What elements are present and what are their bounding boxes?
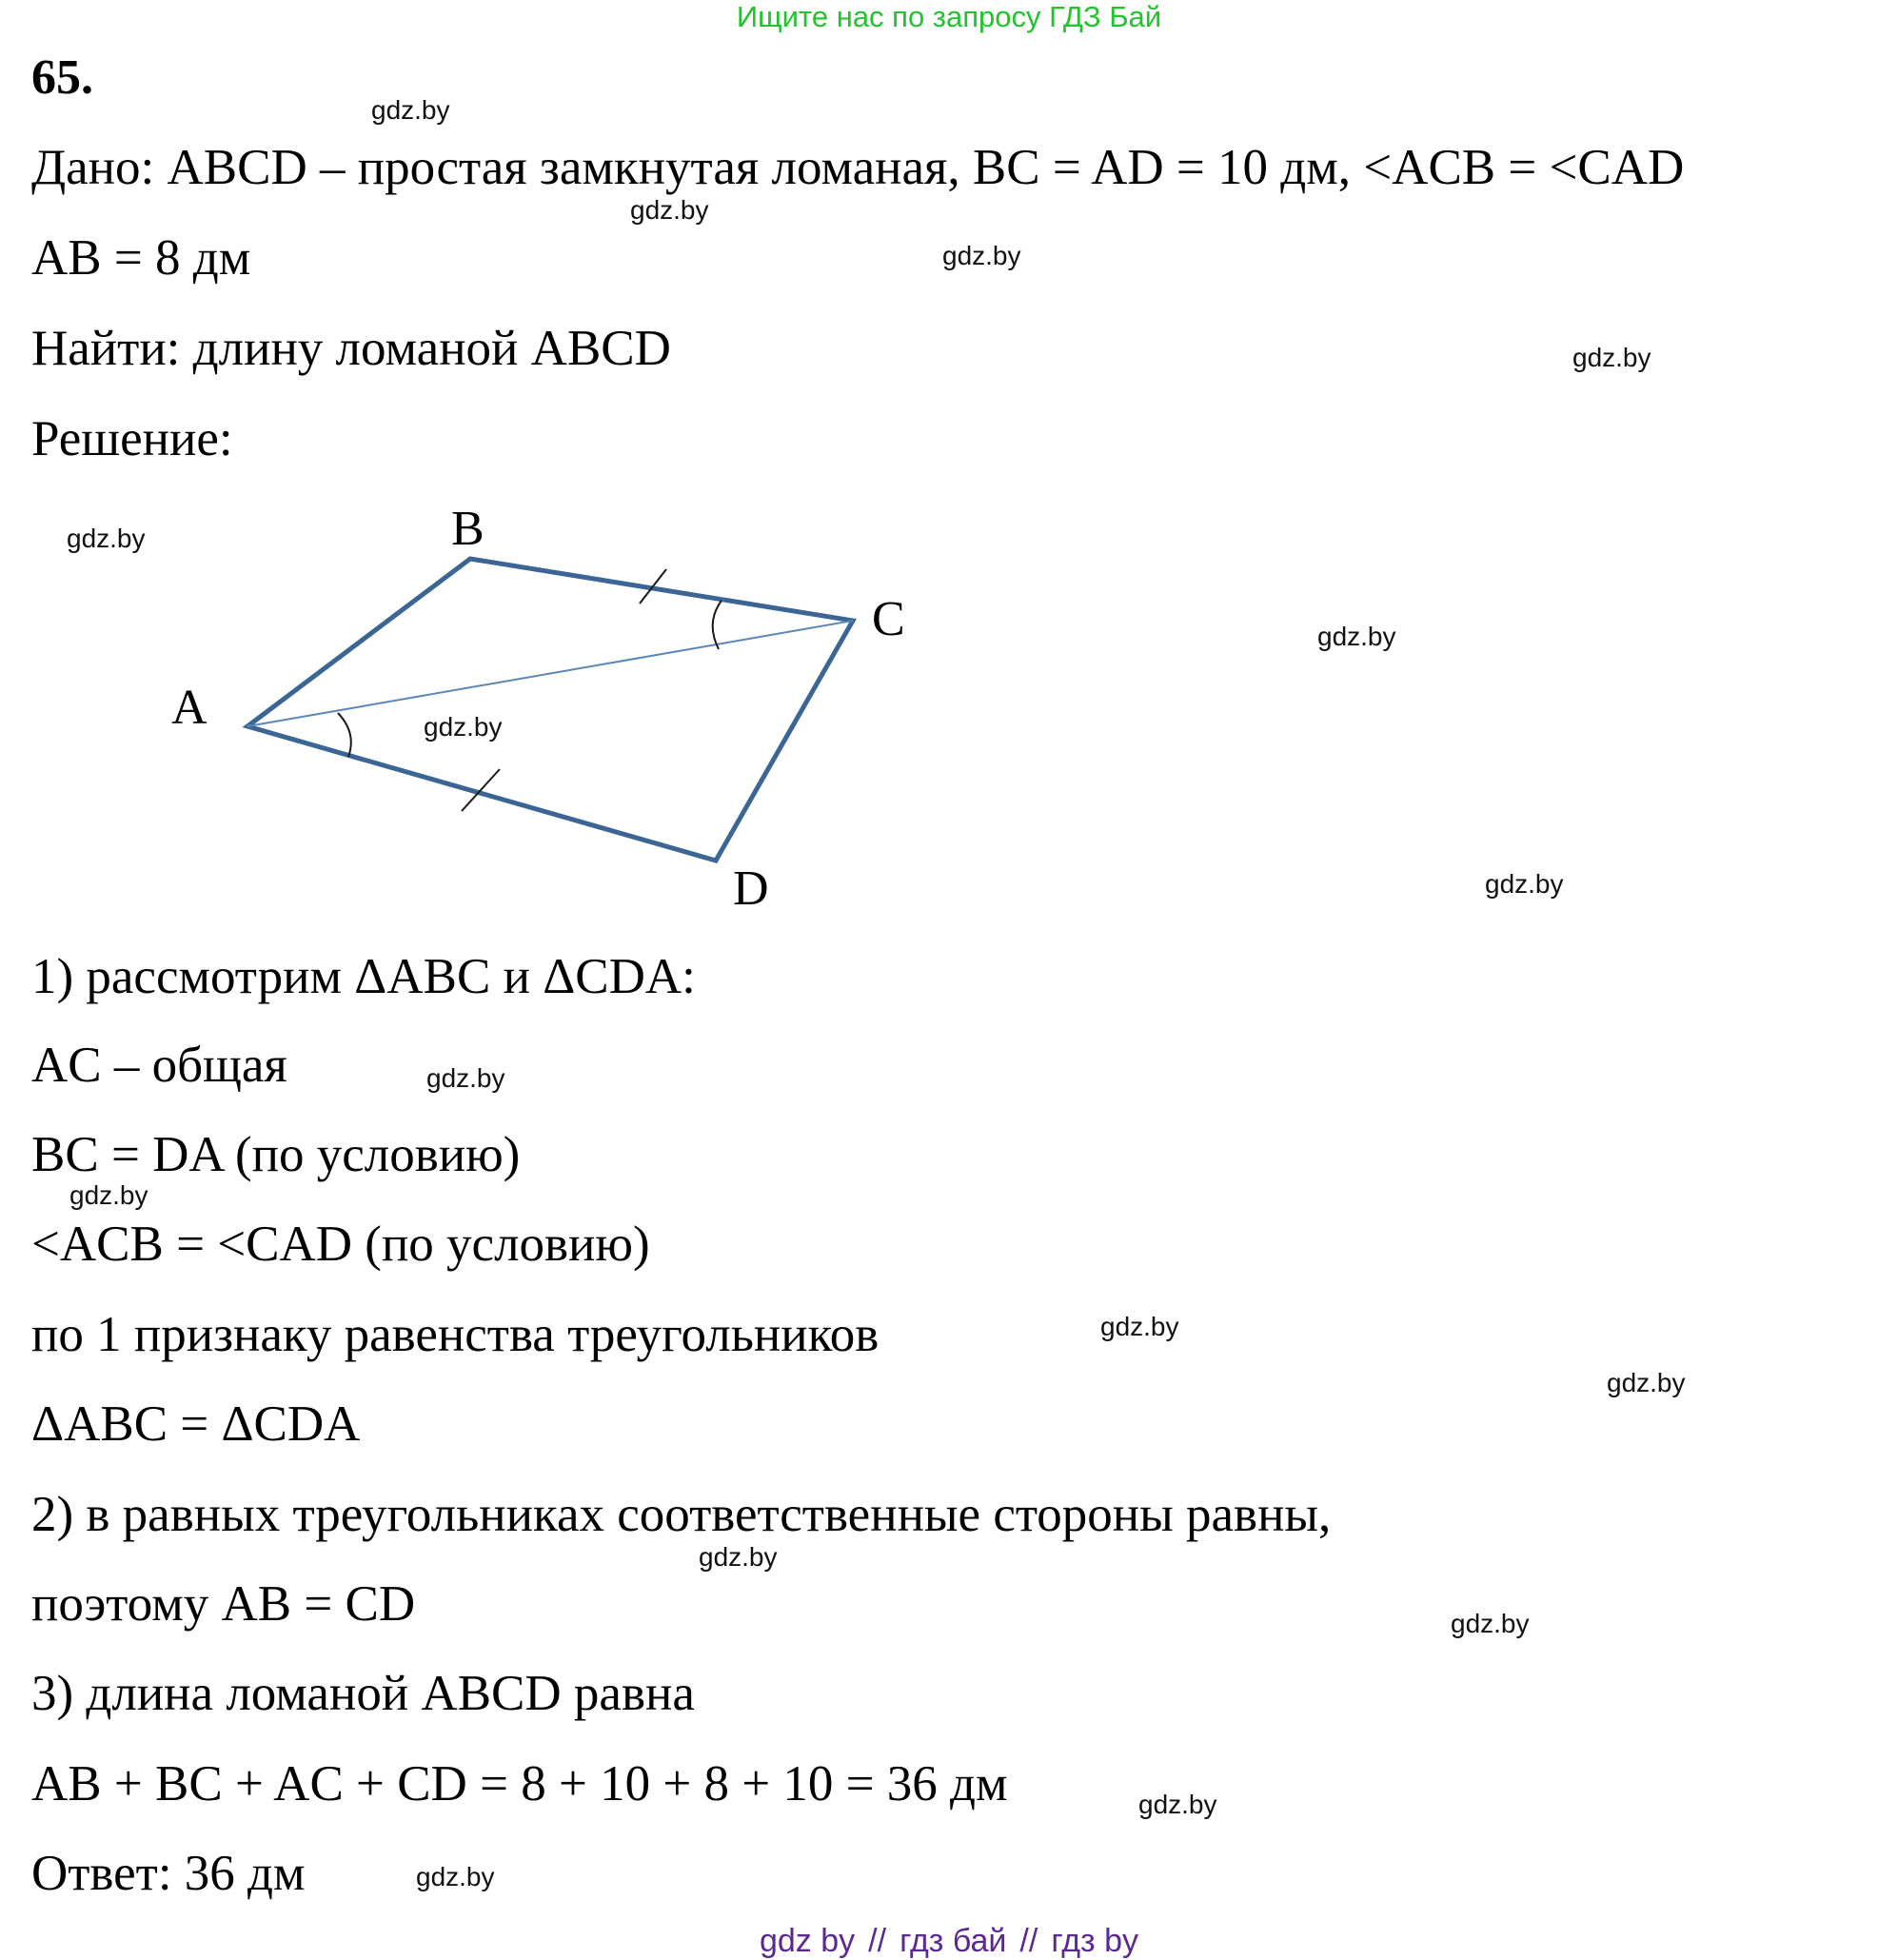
step1-line: 1) рассмотрим ΔABC и ΔCDA:	[31, 949, 696, 1004]
angle-arc-cad	[338, 713, 351, 757]
vertex-label-d: D	[733, 861, 769, 916]
watermark: gdz.by	[1138, 1790, 1217, 1819]
footer-separator: //	[1019, 1923, 1038, 1959]
footer-item: гдз by	[1051, 1923, 1138, 1959]
step2-line: 2) в равных треугольниках соответственные стороны равны,	[31, 1487, 1332, 1542]
step1-angles: <ACB = <CAD (по условию)	[31, 1217, 650, 1272]
solution-heading: Решение:	[31, 411, 233, 466]
footer-separator: //	[868, 1923, 887, 1959]
vertex-label-b: B	[451, 502, 484, 556]
footer-item: гдз бай	[900, 1923, 1007, 1959]
footer	[0, 1923, 1898, 1960]
given-line: Дано: ABCD – простая замкнутая ломаная, BC = AD = 10 дм, <ACB = <CAD	[31, 140, 1685, 195]
watermark: gdz.by	[1607, 1368, 1686, 1397]
watermark: gdz.by	[942, 241, 1021, 270]
watermark: gdz.by	[67, 524, 146, 553]
problem-number: 65.	[31, 50, 93, 105]
watermark: gdz.by	[69, 1180, 148, 1210]
given-ab-line: AB = 8 дм	[31, 230, 251, 286]
find-line: Найти: длину ломаной ABCD	[31, 321, 671, 376]
step3-line: 3) длина ломаной ABCD равна	[31, 1666, 695, 1721]
watermark: gdz.by	[1100, 1312, 1179, 1341]
footer-item: gdz by	[759, 1923, 856, 1959]
step1-common-side: AC – общая	[31, 1038, 287, 1093]
watermark: gdz.by	[630, 195, 709, 225]
watermark: gdz.by	[1485, 869, 1564, 899]
watermark: gdz.by	[371, 95, 450, 125]
watermark: gdz.by	[1572, 343, 1651, 372]
watermark: gdz.by	[1451, 1609, 1530, 1638]
watermark: gdz.by	[1317, 622, 1396, 651]
step1-conclusion: ΔABC = ΔCDA	[31, 1396, 361, 1452]
watermark: gdz.by	[699, 1542, 778, 1572]
angle-arc-acb	[713, 601, 722, 649]
answer-line: Ответ: 36 дм	[31, 1846, 306, 1901]
vertex-label-a: A	[171, 681, 208, 735]
watermark: gdz.by	[416, 1862, 495, 1891]
step2-conclusion: поэтому AB = CD	[31, 1576, 416, 1632]
diagonal-ac	[247, 621, 853, 726]
watermark: gdz.by	[424, 712, 503, 742]
step1-bc-da: BC = DA (по условию)	[31, 1127, 521, 1182]
step1-criterion: по 1 признаку равенства треугольников	[31, 1307, 880, 1362]
top-banner: Ищите нас по запросу ГДЗ Бай	[736, 0, 1162, 33]
vertex-label-c: C	[872, 592, 905, 646]
step3-sum: AB + BC + AC + CD = 8 + 10 + 8 + 10 = 36 дм	[31, 1756, 1008, 1812]
watermark: gdz.by	[426, 1063, 505, 1093]
